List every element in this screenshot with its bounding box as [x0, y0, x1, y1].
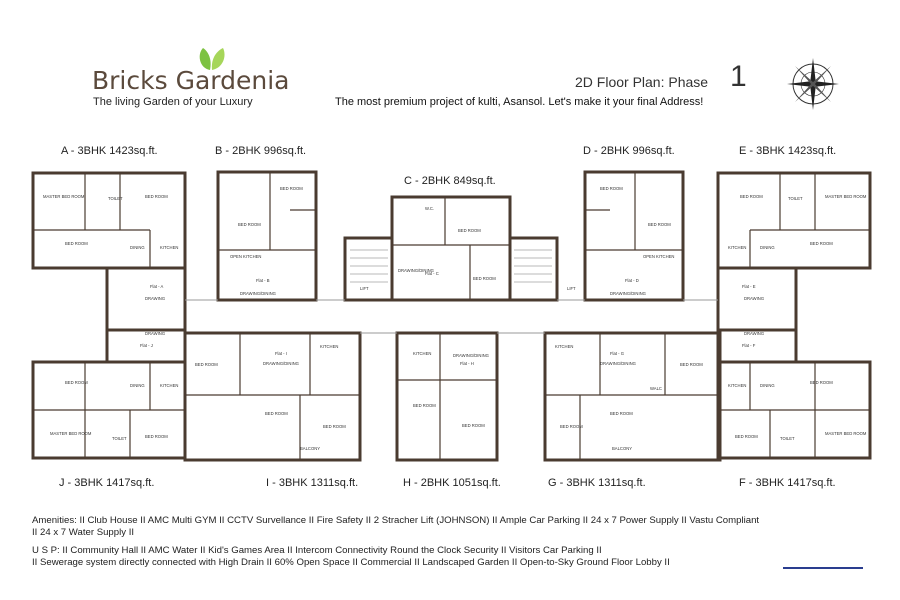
unit-label-i: I - 3BHK 1311sq.ft. [266, 477, 359, 489]
svg-text:Flat - G: Flat - G [610, 351, 624, 356]
svg-text:MASTER BED ROOM: MASTER BED ROOM [50, 431, 92, 436]
unit-label-h: H - 2BHK 1051sq.ft. [403, 477, 501, 489]
svg-text:BED ROOM: BED ROOM [600, 186, 623, 191]
svg-text:Flat - D: Flat - D [625, 278, 639, 283]
svg-text:TOILET: TOILET [108, 196, 123, 201]
svg-text:BED ROOM: BED ROOM [462, 423, 485, 428]
svg-text:BED ROOM: BED ROOM [810, 380, 833, 385]
svg-text:LIFT: LIFT [360, 286, 369, 291]
amenities-line-2: II 24 x 7 Water Supply II [32, 527, 135, 538]
svg-text:KITCHEN: KITCHEN [160, 245, 179, 250]
svg-text:BED ROOM: BED ROOM [740, 194, 763, 199]
svg-text:KITCHEN: KITCHEN [320, 344, 339, 349]
svg-text:KITCHEN: KITCHEN [728, 383, 747, 388]
plan-title: 2D Floor Plan: Phase [575, 74, 709, 90]
brand-name: Bricks Gardenia [92, 66, 290, 95]
svg-text:Flat - J: Flat - J [140, 343, 153, 348]
svg-text:DRAWING/DINING: DRAWING/DINING [453, 353, 489, 358]
phase-number: 1 [730, 60, 747, 93]
svg-text:DINING: DINING [130, 383, 145, 388]
amenities-line-1: Amenities: II Club House II AMC Multi GYM II CCTV Survellance II Fire Safety II 2 Stracher Lift (JOHNSON) II Ample Car Parking II 24 x 7 Power Supply II Vastu Compliant [32, 515, 760, 526]
svg-text:BED ROOM: BED ROOM [413, 403, 436, 408]
svg-text:DRAWING/DINING: DRAWING/DINING [600, 361, 636, 366]
svg-text:TOILET: TOILET [780, 436, 795, 441]
svg-text:W.C.: W.C. [425, 206, 435, 211]
svg-text:KITCHEN: KITCHEN [413, 351, 432, 356]
svg-text:Flat - I: Flat - I [275, 351, 287, 356]
svg-text:MASTER BED ROOM: MASTER BED ROOM [43, 194, 85, 199]
usp-line-1: U S P: II Community Hall II AMC Water II Kid's Games Area II Intercom Connectivity Round the Clock Security II Visitors Car Parking II [32, 545, 602, 556]
unit-label-g: G - 3BHK 1311sq.ft. [548, 477, 646, 489]
unit-label-a: A - 3BHK 1423sq.ft. [61, 145, 158, 157]
svg-text:OPEN KITCHEN: OPEN KITCHEN [230, 254, 262, 259]
svg-text:Flat - A: Flat - A [150, 284, 164, 289]
svg-text:BED ROOM: BED ROOM [238, 222, 261, 227]
svg-text:MASTER BED ROOM: MASTER BED ROOM [825, 431, 867, 436]
unit-label-e: E - 3BHK 1423sq.ft. [739, 145, 837, 157]
unit-label-d: D - 2BHK 996sq.ft. [583, 145, 675, 157]
svg-text:KITCHEN: KITCHEN [160, 383, 179, 388]
svg-text:BED ROOM: BED ROOM [280, 186, 303, 191]
svg-text:Flat - C: Flat - C [425, 271, 439, 276]
svg-text:BED ROOM: BED ROOM [265, 411, 288, 416]
svg-text:BED ROOM: BED ROOM [145, 194, 168, 199]
svg-text:BED ROOM: BED ROOM [65, 241, 88, 246]
brand-tagline: The living Garden of your Luxury [93, 96, 253, 108]
usp-line-2: II Sewerage system directly connected with High Drain II 60% Open Space II Commercial II Landscaped Garden II Open-to-Sky Ground Floor Lobby II [32, 557, 670, 568]
svg-text:TOILET: TOILET [112, 436, 127, 441]
interior-walls [33, 172, 870, 460]
svg-text:LIFT: LIFT [567, 286, 576, 291]
svg-text:BED ROOM: BED ROOM [680, 362, 703, 367]
svg-text:BED ROOM: BED ROOM [195, 362, 218, 367]
svg-text:DRAWING/DINING: DRAWING/DINING [398, 268, 434, 273]
svg-text:KITCHEN: KITCHEN [728, 245, 747, 250]
walls [33, 172, 870, 460]
unit-label-f: F - 3BHK 1417sq.ft. [739, 477, 836, 489]
svg-text:DRAWING: DRAWING [744, 331, 765, 336]
svg-text:BED ROOM: BED ROOM [648, 222, 671, 227]
svg-text:WALC: WALC [650, 386, 662, 391]
room-labels [43, 186, 867, 451]
svg-text:DRAWING: DRAWING [145, 331, 166, 336]
svg-text:BED ROOM: BED ROOM [145, 434, 168, 439]
svg-text:DRAWING: DRAWING [744, 296, 765, 301]
unit-label-b: B - 2BHK 996sq.ft. [215, 145, 307, 157]
svg-text:BED ROOM: BED ROOM [65, 380, 88, 385]
svg-text:BED ROOM: BED ROOM [810, 241, 833, 246]
svg-text:BALCONY: BALCONY [612, 446, 633, 451]
svg-text:DRAWING/DINING: DRAWING/DINING [610, 291, 646, 296]
svg-text:BED ROOM: BED ROOM [560, 424, 583, 429]
svg-text:DRAWING: DRAWING [145, 296, 166, 301]
svg-text:Flat - H: Flat - H [460, 361, 474, 366]
svg-text:DRAWING/DINING: DRAWING/DINING [263, 361, 299, 366]
svg-text:BED ROOM: BED ROOM [735, 434, 758, 439]
corridor-lines [185, 300, 718, 333]
svg-text:KITCHEN: KITCHEN [555, 344, 574, 349]
svg-text:DINING: DINING [130, 245, 145, 250]
svg-text:Flat - E: Flat - E [742, 284, 756, 289]
accent-underline [783, 567, 863, 569]
svg-text:BED ROOM: BED ROOM [473, 276, 496, 281]
svg-text:OPEN KITCHEN: OPEN KITCHEN [643, 254, 675, 259]
svg-text:Flat - B: Flat - B [256, 278, 270, 283]
svg-text:DINING: DINING [760, 383, 775, 388]
svg-text:BED ROOM: BED ROOM [458, 228, 481, 233]
svg-text:MASTER BED ROOM: MASTER BED ROOM [825, 194, 867, 199]
svg-text:BALCONY: BALCONY [300, 446, 321, 451]
unit-label-j: J - 3BHK 1417sq.ft. [59, 477, 155, 489]
slogan: The most premium project of kulti, Asansol. Let's make it your final Address! [335, 96, 704, 108]
unit-label-c: C - 2BHK 849sq.ft. [404, 175, 496, 187]
svg-text:TOILET: TOILET [788, 196, 803, 201]
staircase [350, 250, 552, 282]
svg-text:BED ROOM: BED ROOM [610, 411, 633, 416]
svg-text:BED ROOM: BED ROOM [323, 424, 346, 429]
svg-text:DINING: DINING [760, 245, 775, 250]
svg-text:Flat - F: Flat - F [742, 343, 756, 348]
svg-text:DRAWING/DINING: DRAWING/DINING [240, 291, 276, 296]
